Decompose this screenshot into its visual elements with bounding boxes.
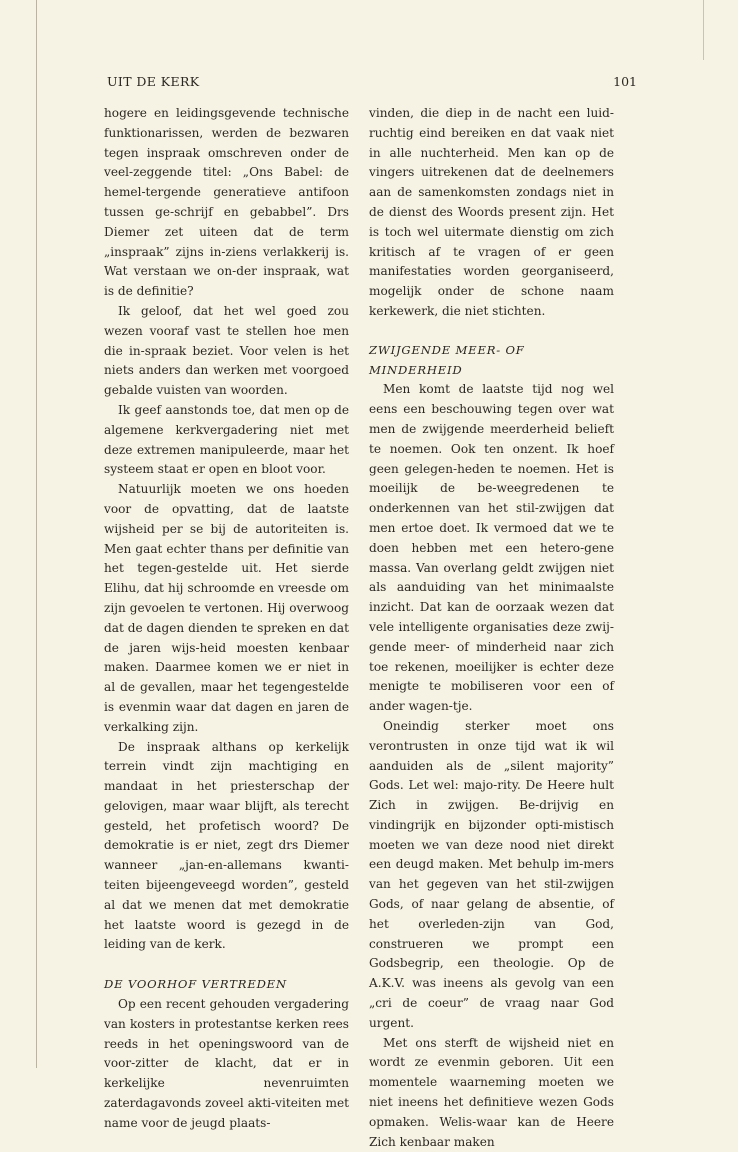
running-head [107, 74, 637, 94]
right-column [369, 104, 614, 1152]
paragraph: Natuurlijk moeten we ons hoeden voor de opvatting, dat de laatste wijsheid per se bij de autoriteiten is. Men gaat echter thans per definitie van het tegen-gestelde uit. Het sierde Elihu, dat hij schroomde en vreesde om zijn gevoelen te vertonen. Hij overwoog dat de dagen dienden te spreken en dat de jaren wijs-heid moesten kenbaar maken. Daarmee komen we er niet in al de gevallen, maar het tegengestelde is evenmin waar dat dagen en jaren de verkalking zijn. [104, 482, 349, 734]
paragraph: Ik geef aanstonds toe, dat men op de algemene kerkvergadering niet met deze extremen manipuleerde, maar het systeem staat er open en bloot voor. [104, 402, 349, 477]
section-heading-line: ZWIJGENDE MEER- OF [369, 342, 525, 357]
paragraph: hogere en leidingsgevende technische funktionarissen, werden de bezwaren tegen inspraak omschreven onder de veel-zeggende titel: „Ons Babel: de hemel-tergende generatieve antifoon tussen ge-schrijf en gebabbel”. Drs Diemer zet uiteen dat de term „inspraak” zijns in-ziens verlakkerij is. Wat verstaan we on-der inspraak, wat is de definitie? [104, 106, 349, 299]
section-heading [369, 341, 614, 381]
paragraph: Op een recent gehouden vergadering van kosters in protestantse kerken rees reeds in het openingswoord van de voor-zitter de klacht, dat er in kerkelijke nevenruimten zaterdagavonds zoveel akti-viteiten met name voor de jeugd plaats- [104, 997, 349, 1130]
running-head-title: UIT DE KERK [107, 74, 200, 89]
page-edge [36, 0, 37, 1068]
paragraph: vinden, die diep in de nacht een luid-ruchtig eind bereiken en dat vaak niet in alle nuchterheid. Men kan op de vingers uitrekenen dat de deelnemers aan de samenkomsten zondags niet in de dienst des Woords present zijn. Het is toch wel uitermate dienstig om zich kritisch af te vragen of er geen manifestaties worden georganiseerd, mogelijk onder de schone naam kerkewerk, die niet stichten. [369, 106, 614, 318]
section-heading: DE VOORHOF VERTREDEN [104, 977, 287, 992]
section-heading-line: MINDERHEID [369, 362, 463, 377]
page-number: 101 [613, 74, 637, 89]
left-column [104, 104, 349, 1134]
paragraph: Ik geloof, dat het wel goed zou wezen vooraf vast te stellen hoe men die in-spraak beziet. Voor velen is het niets anders dan werken met voorgoed gebalde vuisten van woorden. [104, 303, 349, 398]
paragraph: De inspraak althans op kerkelijk terrein vindt zijn machtiging en mandaat in het priesterschap der gelovigen, maar waar blijft, als terecht gesteld, het profetisch woord? De demokratie is er niet, zegt drs Diemer wanneer „jan-en-allemans kwanti-teiten bijeengeveegd worden”, gesteld al dat we menen dat met demokratie het laatste woord is gezegd in de leiding van de kerk. [104, 739, 349, 952]
paragraph: Oneindig sterker moet ons verontrusten in onze tijd wat ik wil aanduiden als de „silent majority” Gods. Let wel: majo-rity. De Heere hult Zich in zwijgen. Be-drijvig en vindingrijk en bijzonder opti-mistisch moeten we van deze nood niet direkt een deugd maken. Met behulp im-mers van het gegeven van het stil-zwijgen Gods, of naar gelang de absentie, of het overleden-zijn van God, construeren we prompt een Godsbegrip, een theologie. Op de A.K.V. was ineens als gevolg van een „cri de coeur” de vraag naar God urgent. [369, 718, 614, 1030]
paragraph: Met ons sterft de wijsheid niet en wordt ze evenmin geboren. Uit een momentele waarneming moeten we niet ineens het definitieve wezen Gods opmaken. Welis-waar kan de Heere Zich kenbaar maken [369, 1035, 614, 1149]
paragraph: Men komt de laatste tijd nog wel eens een beschouwing tegen over wat men de zwijgende meerderheid belieft te noemen. Ook ten onzent. Ik hoef geen gelegen-heden te noemen. Het is moeilijk de be-weegredenen te onderkennen van het stil-zwijgen dat men ertoe doet. Ik vermoed dat we te doen hebben met een hetero-gene massa. Van overlang geldt zwijgen niet als aanduiding van het minimaalste inzicht. Dat kan de oorzaak wezen dat vele intelligente organisaties deze zwij-gende meer- of minderheid naar zich toe rekenen, moeilijker is echter deze menigte te mobiliseren voor een of ander wagen-tje. [369, 382, 614, 714]
page-edge [703, 0, 704, 60]
